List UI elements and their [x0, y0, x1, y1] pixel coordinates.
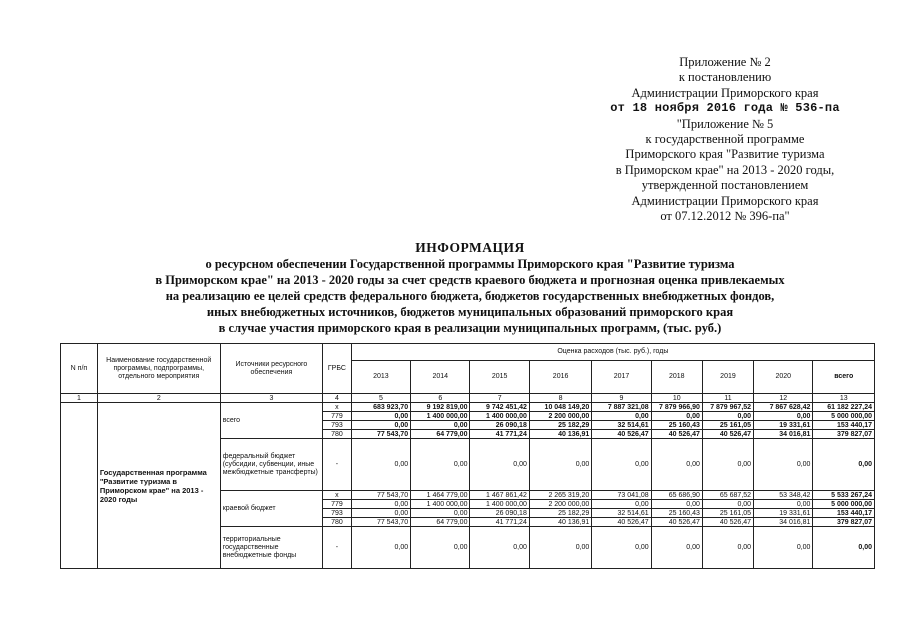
value-cell: 0,00 [411, 421, 470, 430]
grbs-cell: x [323, 403, 352, 412]
grbs-cell: 793 [323, 421, 352, 430]
total-value-cell: 0,00 [813, 439, 875, 491]
grbs-cell: 779 [323, 500, 352, 509]
value-cell: 9 742 451,42 [470, 403, 529, 412]
value-cell: 2 200 000,00 [529, 412, 591, 421]
value-cell: 25 182,29 [529, 421, 591, 430]
value-cell: 1 400 000,00 [411, 412, 470, 421]
appendix-header [560, 55, 890, 224]
title-line: в случае участия приморского края в реализации муниципальных программ, (тыс. руб.) [218, 321, 722, 335]
grbs-cell: 780 [323, 518, 352, 527]
source-total: всего [220, 403, 322, 439]
value-cell: 65 687,52 [702, 491, 753, 500]
value-cell: 0,00 [754, 527, 813, 569]
col-number: 8 [529, 394, 591, 403]
value-cell: 683 923,70 [351, 403, 410, 412]
value-cell: 0,00 [351, 527, 410, 569]
program-name: Государственная программа "Развитие туризма в Приморском крае" на 2013 - 2020 годы [97, 403, 220, 569]
value-cell: 41 771,24 [470, 518, 529, 527]
header-year: 2018 [651, 361, 702, 394]
value-cell: 0,00 [702, 500, 753, 509]
total-value-cell: 61 182 227,24 [813, 403, 875, 412]
title-line: о ресурсном обеспечении Государственной программы Приморского края "Развитие туризма [205, 257, 735, 271]
header-name: Наименование государственной программы, подпрограммы, отдельного мероприятия [97, 344, 220, 394]
header-num: N п/п [61, 344, 98, 394]
value-cell: 25 182,29 [529, 509, 591, 518]
value-cell: 0,00 [351, 412, 410, 421]
source-territorial: территориальные государственные внебюджетные фонды [220, 527, 322, 569]
header-year: 2013 [351, 361, 410, 394]
value-cell: 25 160,43 [651, 509, 702, 518]
value-cell: 0,00 [411, 527, 470, 569]
header-grbs: ГРБС [323, 344, 352, 394]
value-cell: 65 686,90 [651, 491, 702, 500]
value-cell: 0,00 [411, 439, 470, 491]
value-cell: 25 160,43 [651, 421, 702, 430]
value-cell: 0,00 [754, 500, 813, 509]
value-cell: 77 543,70 [351, 491, 410, 500]
value-cell: 53 348,42 [754, 491, 813, 500]
value-cell: 19 331,61 [754, 509, 813, 518]
col-number: 6 [411, 394, 470, 403]
value-cell: 25 161,05 [702, 421, 753, 430]
value-cell: 25 161,05 [702, 509, 753, 518]
value-cell: 40 526,47 [702, 430, 753, 439]
value-cell: 2 200 000,00 [529, 500, 591, 509]
col-number: 12 [754, 394, 813, 403]
value-cell: 0,00 [470, 527, 529, 569]
value-cell: 34 016,81 [754, 518, 813, 527]
value-cell: 10 048 149,20 [529, 403, 591, 412]
appendix-line: Администрации Приморского края [631, 85, 819, 100]
total-value-cell: 153 440,17 [813, 421, 875, 430]
title-line: на реализацию ее целей средств федерального бюджета, бюджетов государственных внебюджетных фондов, [165, 289, 775, 303]
value-cell: 9 192 819,00 [411, 403, 470, 412]
total-value-cell: 379 827,07 [813, 430, 875, 439]
column-number-row [61, 394, 875, 403]
appendix-line: Приморского края "Развитие туризма [625, 147, 825, 162]
value-cell: 41 771,24 [470, 430, 529, 439]
value-cell: 1 400 000,00 [411, 500, 470, 509]
source-federal: федеральный бюджет (субсидии, субвенции, иные межбюджетные трансферты) [220, 439, 322, 491]
value-cell: 0,00 [351, 439, 410, 491]
col-number: 11 [702, 394, 753, 403]
value-cell: 1 400 000,00 [470, 500, 529, 509]
col-number: 1 [61, 394, 98, 403]
value-cell: 0,00 [651, 500, 702, 509]
value-cell: 34 016,81 [754, 430, 813, 439]
appendix-line: от 07.12.2012 № 396-па" [660, 209, 790, 224]
value-cell: 73 041,08 [592, 491, 651, 500]
value-cell: 2 265 319,20 [529, 491, 591, 500]
header-total: всего [813, 361, 875, 394]
total-value-cell: 0,00 [813, 527, 875, 569]
value-cell: 0,00 [651, 412, 702, 421]
value-cell: 1 464 779,00 [411, 491, 470, 500]
value-cell: 40 526,47 [592, 518, 651, 527]
value-cell: 32 514,61 [592, 421, 651, 430]
value-cell: 64 779,00 [411, 430, 470, 439]
value-cell: 1 400 000,00 [470, 412, 529, 421]
appendix-line: к постановлению [678, 70, 772, 85]
col-number: 3 [220, 394, 322, 403]
value-cell: 40 526,47 [651, 430, 702, 439]
grbs-cell: 779 [323, 412, 352, 421]
col-number: 7 [470, 394, 529, 403]
value-cell: 0,00 [529, 439, 591, 491]
value-cell: 0,00 [702, 527, 753, 569]
grbs-cell: 780 [323, 430, 352, 439]
value-cell: 7 879 967,52 [702, 403, 753, 412]
value-cell: 0,00 [351, 509, 410, 518]
header-year: 2017 [592, 361, 651, 394]
grbs-cell: - [323, 439, 352, 491]
value-cell: 0,00 [592, 500, 651, 509]
value-cell: 32 514,61 [592, 509, 651, 518]
header-year: 2020 [754, 361, 813, 394]
header-year: 2016 [529, 361, 591, 394]
row-number-cell [61, 403, 98, 569]
source-regional: краевой бюджет [220, 491, 322, 527]
value-cell: 40 136,91 [529, 518, 591, 527]
document-title [95, 240, 845, 336]
value-cell: 0,00 [411, 509, 470, 518]
value-cell: 0,00 [351, 500, 410, 509]
col-number: 13 [813, 394, 875, 403]
value-cell: 19 331,61 [754, 421, 813, 430]
value-cell: 0,00 [651, 527, 702, 569]
total-value-cell: 5 000 000,00 [813, 412, 875, 421]
value-cell: 0,00 [351, 421, 410, 430]
value-cell: 40 526,47 [702, 518, 753, 527]
header-source: Источники ресурсного обеспечения [220, 344, 322, 394]
value-cell: 7 879 966,90 [651, 403, 702, 412]
total-value-cell: 153 440,17 [813, 509, 875, 518]
title-main: ИНФОРМАЦИЯ [415, 240, 525, 255]
appendix-line: Администрации Приморского края [631, 193, 819, 208]
value-cell: 0,00 [651, 439, 702, 491]
value-cell: 7 887 321,08 [592, 403, 651, 412]
value-cell: 40 136,91 [529, 430, 591, 439]
order-date-line: от 18 ноября 2016 года № 536-па [610, 101, 840, 116]
value-cell: 0,00 [592, 412, 651, 421]
col-number: 5 [351, 394, 410, 403]
grbs-cell: - [323, 527, 352, 569]
col-number: 2 [97, 394, 220, 403]
value-cell: 0,00 [754, 412, 813, 421]
value-cell: 1 467 861,42 [470, 491, 529, 500]
value-cell: 26 090,18 [470, 421, 529, 430]
value-cell: 64 779,00 [411, 518, 470, 527]
appendix-line: "Приложение № 5 [676, 116, 774, 131]
appendix-line: в Приморском крае" на 2013 - 2020 годы, [615, 162, 835, 177]
title-line: иных внебюджетных источников, бюджетов муниципальных образований приморского края [206, 305, 734, 319]
col-number: 10 [651, 394, 702, 403]
value-cell: 0,00 [592, 527, 651, 569]
header-estimate: Оценка расходов (тыс. руб.), годы [351, 344, 874, 361]
value-cell: 0,00 [702, 439, 753, 491]
total-value-cell: 5 533 267,24 [813, 491, 875, 500]
value-cell: 26 090,18 [470, 509, 529, 518]
header-year: 2014 [411, 361, 470, 394]
col-number: 9 [592, 394, 651, 403]
value-cell: 40 526,47 [592, 430, 651, 439]
value-cell: 0,00 [592, 439, 651, 491]
total-value-cell: 5 000 000,00 [813, 500, 875, 509]
value-cell: 0,00 [529, 527, 591, 569]
table-row [61, 403, 875, 412]
total-value-cell: 379 827,07 [813, 518, 875, 527]
value-cell: 77 543,70 [351, 430, 410, 439]
appendix-line: утвержденной постановлением [641, 178, 809, 193]
appendix-line: Приложение № 2 [679, 55, 771, 69]
value-cell: 0,00 [754, 439, 813, 491]
title-line: в Приморском крае" на 2013 - 2020 годы за счет средств краевого бюджета и прогнозная оценка привлекаемых [155, 273, 785, 287]
grbs-cell: 793 [323, 509, 352, 518]
col-number: 4 [323, 394, 352, 403]
appendix-line: к государственной программе [645, 132, 805, 147]
value-cell: 7 867 628,42 [754, 403, 813, 412]
value-cell: 0,00 [470, 439, 529, 491]
header-year: 2019 [702, 361, 753, 394]
value-cell: 40 526,47 [651, 518, 702, 527]
header-year: 2015 [470, 361, 529, 394]
value-cell: 0,00 [702, 412, 753, 421]
grbs-cell: x [323, 491, 352, 500]
resource-table [60, 343, 875, 569]
value-cell: 77 543,70 [351, 518, 410, 527]
